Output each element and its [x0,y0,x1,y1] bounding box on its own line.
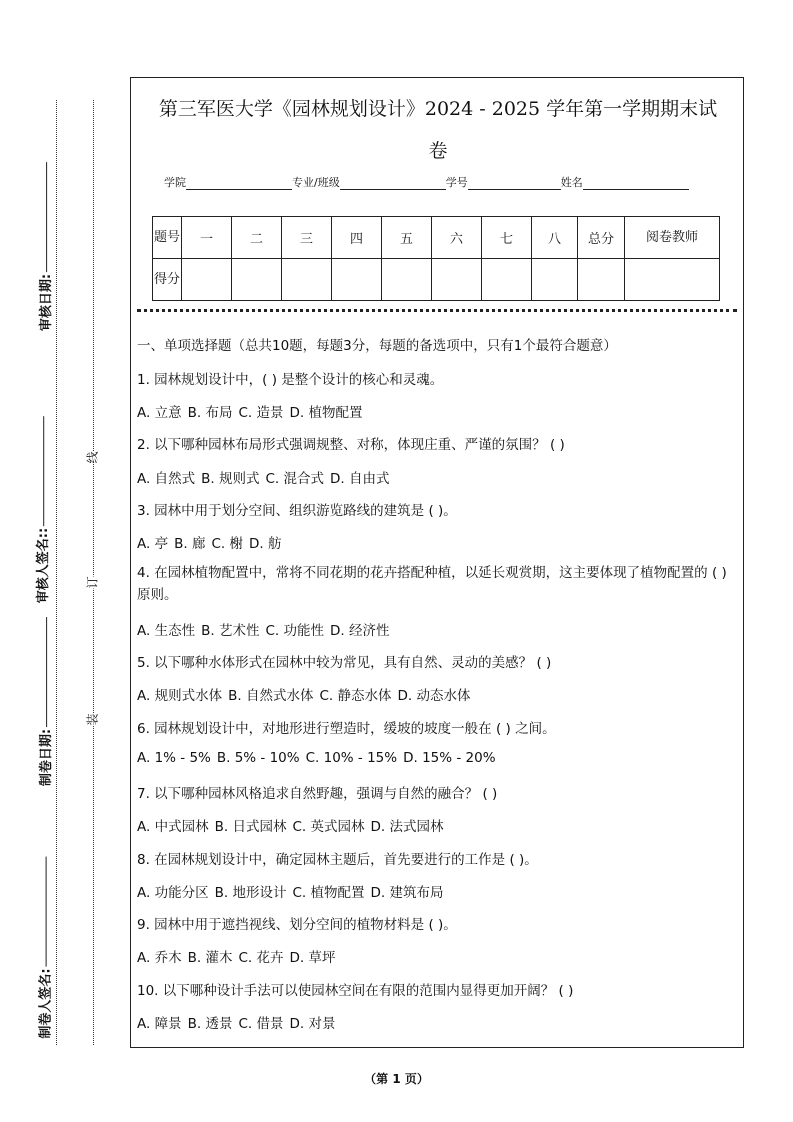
score-table-header-row [153,217,720,259]
option-a: A. 1% - 5% [137,750,211,766]
col-6: 六 [432,217,482,259]
option-b: B. 灌木 [187,950,233,966]
score-cell[interactable] [282,259,332,301]
question-6: 6. 园林规划设计中，对地形进行塑造时，缓坡的坡度一般在 ( ) 之间。 [137,721,556,737]
score-cell[interactable] [532,259,578,301]
score-table [152,216,720,301]
options-4 [137,619,395,639]
option-d: D. 15% - 20% [403,750,496,766]
option-c: C. 功能性 [265,623,324,639]
option-d: D. 建筑布局 [370,885,444,901]
score-cell[interactable] [382,259,432,301]
college-blank[interactable] [186,177,292,190]
col-total: 总分 [578,217,625,259]
student-info-row [164,174,689,190]
option-b: B. 日式园林 [214,819,287,835]
question-3: 3. 园林中用于划分空间、组织游览路线的建筑是 ( )。 [137,503,457,519]
major-class-label: 专业/班级 [292,176,340,189]
option-a: A. 中式园林 [137,819,209,835]
option-a: A. 生态性 [137,623,196,639]
question-4: 4. 在园林植物配置中，常将不同花期的花卉搭配种植，以延长观赏期，这主要体现了植物配置的 ( ) 原则。 [137,565,727,603]
col-8: 八 [532,217,578,259]
score-cell[interactable] [482,259,532,301]
maker-date-field [35,617,54,786]
options-10 [137,1012,341,1032]
score-cell[interactable] [232,259,282,301]
score-cell[interactable] [625,259,720,301]
options-9 [137,946,341,966]
exam-frame [130,77,744,1048]
option-a: A. 规则式水体 [137,688,223,704]
question-1: 1. 园林规划设计中，( ) 是整个设计的核心和灵魂。 [137,372,444,388]
options-7 [137,815,449,835]
option-d: D. 对景 [289,1016,336,1032]
college-label: 学院 [164,176,186,189]
bind-char-line: 线 [82,451,103,463]
title-line-1: 第三军医大学《园林规划设计》2024 - 2025 学年第一学期期末试 [158,98,718,120]
option-d: D. 动态水体 [397,688,471,704]
col-4: 四 [332,217,382,259]
maker-date-label: 制卷日期: [39,728,55,787]
question-number-label: 题号 [153,217,182,259]
maker-signature-field [35,856,54,1038]
exam-title [131,88,745,172]
student-id-blank[interactable] [468,177,561,190]
options-6 [137,750,502,766]
col-7: 七 [482,217,532,259]
option-b: B. 透景 [187,1016,233,1032]
question-8: 8. 在园林规划设计中，确定园林主题后，首先要进行的工作是 ( )。 [137,852,538,868]
bind-char-staple: 订 [82,576,103,588]
col-5: 五 [382,217,432,259]
option-b: B. 规则式 [201,471,260,487]
option-a: A. 乔木 [137,950,182,966]
name-label: 姓名 [560,176,583,189]
option-b: B. 艺术性 [201,623,260,639]
option-c: C. 英式园林 [292,819,365,835]
score-cell[interactable] [182,259,232,301]
binding-line-outer [56,100,57,1045]
option-c: C. 静态水体 [319,688,392,704]
score-cell[interactable] [432,259,482,301]
binding-line-inner [93,100,94,1045]
col-1: 一 [182,217,232,259]
section1-heading: 一、单项选择题（总共10题，每题3分，每题的备选项中，只有1个最符合题意） [137,338,617,354]
option-c: C. 花卉 [238,950,284,966]
option-b: B. 布局 [187,405,233,421]
col-2: 二 [232,217,282,259]
option-b: B. 廊 [174,536,206,552]
option-d: D. 舫 [248,536,282,552]
option-c: C. 造景 [238,405,284,421]
question-5: 5. 以下哪种水体形式在园林中较为常见，具有自然、灵动的美感？ ( ) [137,655,552,671]
review-date-field [35,162,54,331]
option-d: D. 植物配置 [289,405,363,421]
binding-margin [0,0,120,1122]
reviewer-signature-field [32,416,51,603]
question-7: 7. 以下哪种园林风格追求自然野趣，强调与自然的融合？ ( ) [137,786,498,802]
option-c: C. 混合式 [265,471,324,487]
reviewer-signature-label: 审核人签名:: [36,527,52,604]
question-2: 2. 以下哪种园林布局形式强调规整、对称，体现庄重、严谨的氛围？ ( ) [137,437,565,453]
section-separator [137,309,737,312]
option-c: C. 10% - 15% [305,750,398,766]
option-a: A. 亭 [137,536,169,552]
option-d: D. 法式园林 [370,819,444,835]
options-8 [137,881,449,901]
option-c: C. 借景 [238,1016,284,1032]
bind-char-bind: 装 [82,713,103,725]
score-table-score-row [153,259,720,301]
option-d: D. 草坪 [289,950,336,966]
option-b: B. 地形设计 [214,885,287,901]
options-5 [137,684,476,704]
option-b: B. 5% - 10% [216,750,300,766]
score-label: 得分 [153,259,182,301]
score-cell[interactable] [332,259,382,301]
option-c: C. 榭 [211,536,243,552]
score-cell[interactable] [578,259,625,301]
student-id-label: 学号 [445,176,468,189]
option-b: B. 自然式水体 [228,688,314,704]
options-3 [137,532,287,552]
page-number: （第 1 页） [364,1072,429,1086]
maker-signature-label: 制卷人签名: [38,968,54,1039]
option-d: D. 经济性 [329,623,390,639]
title-line-2: 卷 [428,140,448,162]
name-blank[interactable] [583,177,689,190]
option-c: C. 植物配置 [292,885,365,901]
option-a: A. 自然式 [137,471,196,487]
col-grader: 阅卷教师 [625,217,720,259]
major-class-blank[interactable] [340,177,446,190]
review-date-label: 审核日期: [39,273,55,332]
options-1 [137,401,368,421]
option-a: A. 功能分区 [137,885,209,901]
question-10: 10. 以下哪种设计手法可以使园林空间在有限的范围内显得更加开阔？ ( ) [137,983,574,999]
option-a: A. 立意 [137,405,182,421]
question-9: 9. 园林中用于遮挡视线、划分空间的植物材料是 ( )。 [137,917,457,933]
option-d: D. 自由式 [329,471,390,487]
options-2 [137,467,395,487]
option-a: A. 障景 [137,1016,182,1032]
col-3: 三 [282,217,332,259]
